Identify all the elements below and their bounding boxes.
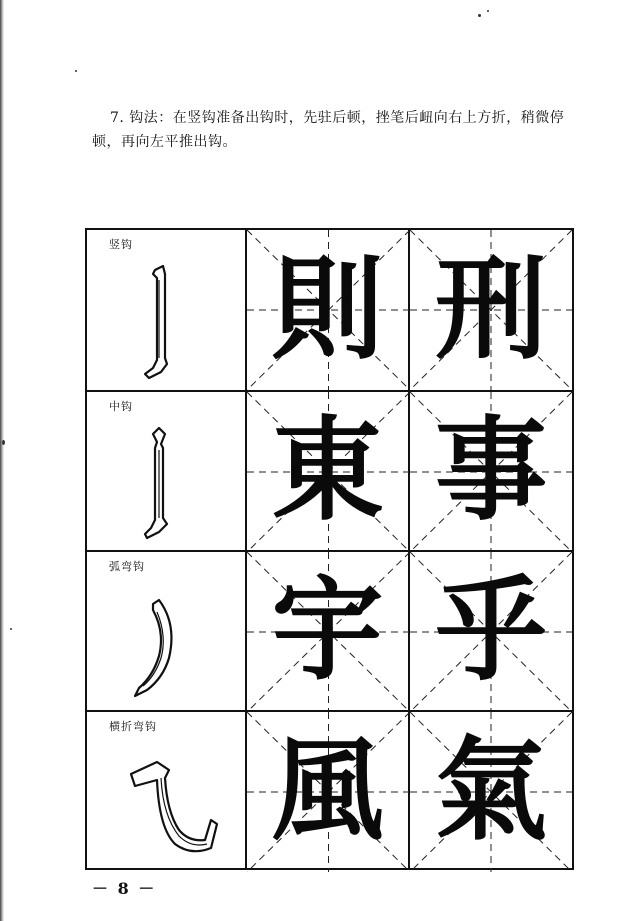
calligraphy-character: 風	[271, 725, 384, 856]
stroke-name-label: 中钩	[109, 400, 133, 413]
middle-hook-stroke-icon	[87, 392, 247, 552]
stroke-name-label: 横折弯钩	[109, 720, 157, 733]
practice-grid-table	[85, 228, 574, 870]
calligraphy-character: 刑	[435, 244, 547, 375]
character-cell	[247, 710, 410, 870]
instruction-paragraph	[92, 106, 592, 154]
vertical-hook-stroke-icon	[87, 230, 247, 390]
calligraphy-character: 乎	[435, 565, 547, 696]
stroke-example-cell	[87, 710, 247, 870]
grid-row	[87, 710, 572, 870]
character-cell	[247, 550, 410, 710]
stroke-example-cell	[87, 230, 247, 390]
character-cell	[247, 230, 410, 390]
calligraphy-character: 氣	[435, 725, 547, 856]
character-cell	[410, 710, 572, 870]
stroke-example-cell	[87, 390, 247, 550]
character-cell	[410, 230, 572, 390]
character-cell	[247, 390, 410, 550]
curved-hook-stroke-icon	[87, 552, 247, 712]
character-cell	[410, 390, 572, 550]
calligraphy-character: 東	[271, 405, 384, 536]
instruction-line-2: 顿，再向左平推出钩。	[92, 134, 237, 150]
grid-row	[87, 390, 572, 550]
page-number: － 8 －	[92, 879, 157, 898]
grid-row	[87, 230, 572, 390]
stroke-name-label: 弧弯钩	[109, 560, 145, 573]
grid-row	[87, 550, 572, 710]
calligraphy-character: 事	[435, 405, 547, 536]
character-cell	[410, 550, 572, 710]
instruction-line-1: 7. 钩法：在竖钩准备出钩时，先驻后顿，挫笔后衄向右上方折，稍微停	[110, 110, 565, 126]
page-edge-shadow	[0, 0, 4, 921]
horizontal-turn-curved-hook-stroke-icon	[87, 712, 247, 872]
stroke-name-label: 竖钩	[109, 238, 133, 251]
stroke-example-cell	[87, 550, 247, 710]
calligraphy-character: 則	[271, 244, 384, 375]
calligraphy-character: 宇	[271, 565, 384, 696]
